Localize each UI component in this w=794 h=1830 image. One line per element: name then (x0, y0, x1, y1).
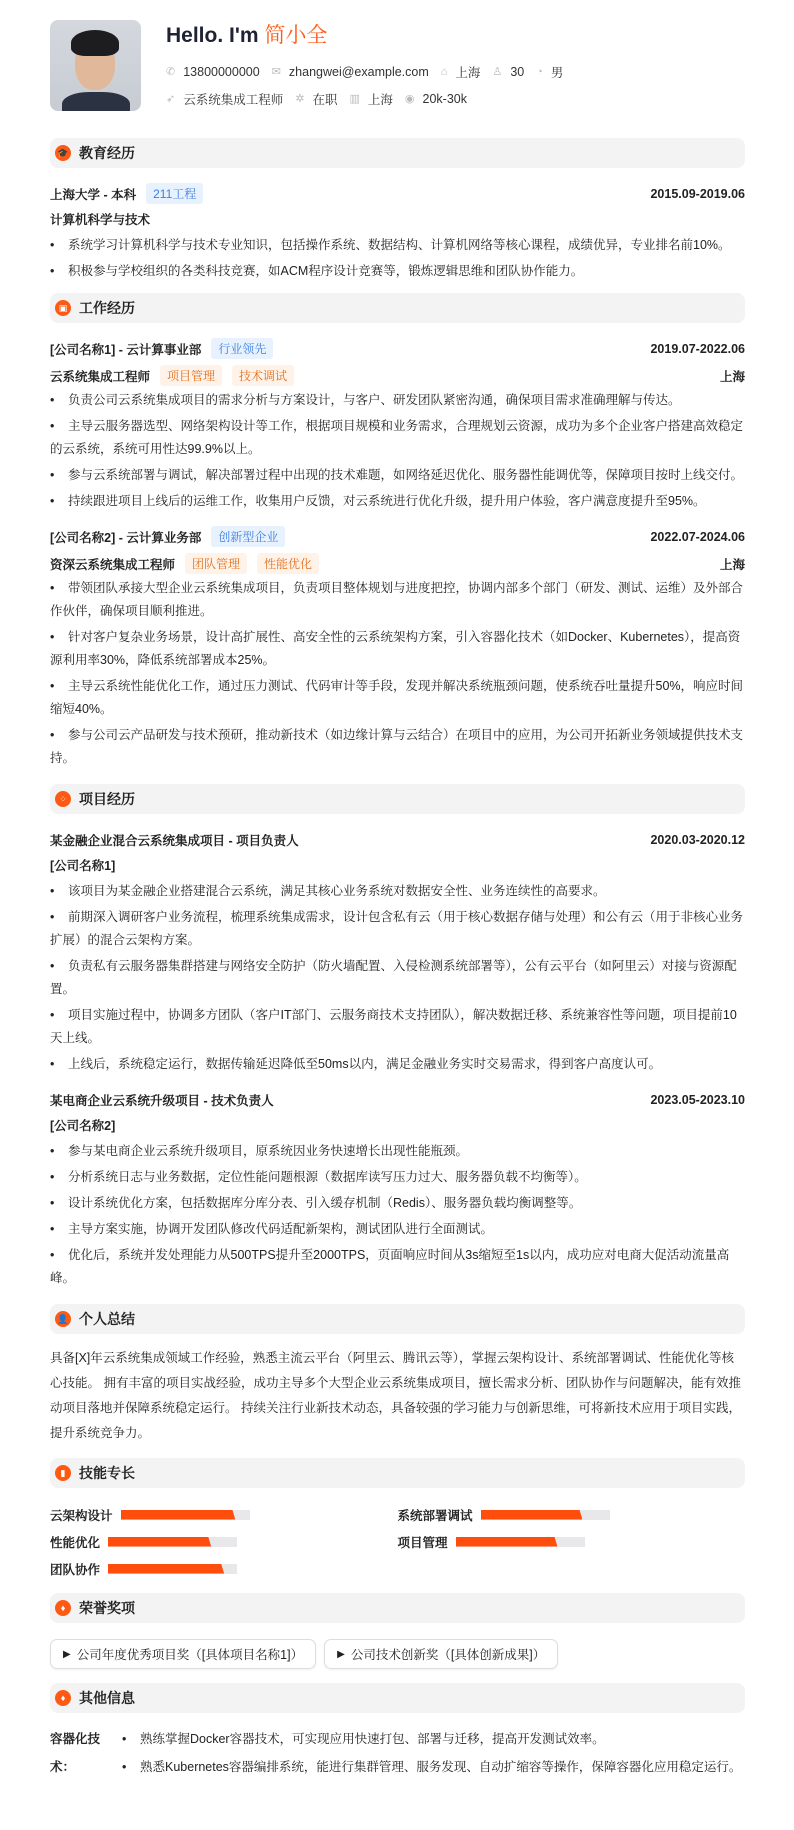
list-item: • 设计系统优化方案，包括数据库分库分表、引入缓存机制（Redis）、服务器负载均衡调整等。 (50, 1192, 745, 1215)
avatar (50, 20, 141, 111)
project-entry (50, 826, 745, 1076)
city: 上海 (719, 557, 745, 572)
skill-item (50, 1506, 398, 1523)
tag: 团队管理 (185, 553, 247, 574)
graduation-icon: 🎓 (55, 145, 71, 161)
email: zhangwei@example.com (288, 64, 429, 79)
send-icon: ➶ (166, 93, 176, 105)
list-item: • 带领团队承接大型企业云系统集成项目，负责项目整体规划与进度把控，协调内部多个部门（研发、测试、运维）及外部合作伙伴，确保项目顺利推进。 (50, 577, 745, 623)
greeting (166, 20, 575, 52)
section-education (50, 138, 745, 168)
skill-name: 云架构设计 (50, 1508, 113, 1523)
list-item: • 主导方案实施，协调开发团队修改代码适配新架构，测试团队进行全面测试。 (50, 1218, 745, 1241)
project-company: [公司名称2] (50, 1119, 116, 1133)
list-item: • 参与云系统部署与调试，解决部署过程中出现的技术难题，如网络延迟优化、服务器性能调优等，保障项目按时上线交付。 (50, 464, 745, 487)
role: 资深云系统集成工程师 (50, 557, 176, 572)
section-title: 教育经历 (79, 145, 135, 161)
project-entry (50, 1086, 745, 1290)
skill-fill (108, 1564, 224, 1574)
mail-icon: ✉ (271, 66, 281, 78)
list-item: • 系统学习计算机科学与技术专业知识，包括操作系统、数据结构、计算机网络等核心课程，成绩优异，专业排名前10%。 (50, 234, 745, 257)
project-company: [公司名称1] (50, 859, 116, 873)
work-entry (50, 523, 745, 770)
section-title: 技能专长 (79, 1465, 135, 1481)
skill-fill (121, 1510, 236, 1520)
user-icon: 👤 (55, 1311, 71, 1327)
work-entry (50, 335, 745, 513)
candidate-name: 简小全 (264, 24, 328, 47)
skills-grid (50, 1506, 745, 1577)
skill-fill (456, 1537, 558, 1547)
skill-item (50, 1533, 398, 1550)
date: 2023.05-2023.10 (650, 1092, 745, 1107)
list-item: • 针对客户复杂业务场景，设计高扩展性、高安全性的云系统架构方案，引入容器化技术（如Docker、Kubernetes），提高资源利用率30%，降低系统部署成本25%。 (50, 626, 745, 672)
section-title: 荣誉奖项 (79, 1600, 135, 1616)
list-item: • 项目实施过程中，协调多方团队（客户IT部门、云服务商技术支持团队），解决数据迁移、系统兼容性等问题，项目提前10天上线。 (50, 1004, 745, 1050)
skill-item (50, 1560, 398, 1577)
date: 2022.07-2024.06 (650, 529, 745, 544)
tag: 技术调试 (232, 365, 294, 386)
tag: 211工程 (146, 183, 203, 204)
award-label: 公司年度优秀项目奖（[具体项目名称1]） (76, 1648, 304, 1662)
list-item: • 主导云系统性能优化工作，通过压力测试、代码审计等手段，发现并解决系统瓶颈问题，使系统吞吐量提升50%，响应时间缩短40%。 (50, 675, 745, 721)
tag: 行业领先 (211, 338, 273, 359)
list-item: • 主导云服务器选型、网络架构设计等工作，根据项目规模和业务需求，合理规划云资源，成功为多个企业客户搭建高效稳定的云系统，系统可用性达99.9%以上。 (50, 415, 745, 461)
section-projects (50, 784, 745, 814)
section-title: 个人总结 (79, 1311, 135, 1327)
date: 2020.03-2020.12 (650, 832, 745, 847)
skill-bar (121, 1510, 250, 1520)
briefcase-icon: ▣ (55, 300, 71, 316)
skill-name: 团队协作 (50, 1562, 101, 1577)
awards-list (50, 1639, 745, 1669)
resume-header (50, 20, 745, 132)
city: 上海 (719, 369, 745, 384)
list-item: • 熟悉Kubernetes容器编排系统，能进行集群管理、服务发现、自动扩缩容等操作，保障容器化应用稳定运行。 (122, 1753, 741, 1781)
project-name: 某金融企业混合云系统集成项目 - 项目负责人 (50, 833, 299, 848)
section-title: 项目经历 (79, 791, 135, 807)
award-icon: ♦ (55, 1600, 71, 1616)
list-item: • 参与公司云产品研发与技术预研，推动新技术（如边缘计算与云结合）在项目中的应用，为公司开拓新业务领域提供技术支持。 (50, 724, 745, 770)
home-icon: ⌂ (440, 65, 448, 78)
project-name: 某电商企业云系统升级项目 - 技术负责人 (50, 1093, 274, 1108)
list-item: • 负责私有云服务器集群搭建与网络安全防护（防火墙配置、入侵检测系统部署等），公有云平台（如阿里云）对接与资源配置。 (50, 955, 745, 1001)
summary-text: 具备[X]年云系统集成领域工作经验，熟悉主流云平台（阿里云、腾讯云等），掌握云架构设计、系统部署调试、性能优化等核心技能。 拥有丰富的项目实战经验，成功主导多个大型企业云系统集成项目，擅长需求分析、团队协作与问题解决，能有效推动项目落地并保障系统稳定运行。 持续关注行业新技术动态，具备较强的学习能力与创新思维，可将新技术应用于项目实践，提升系统竞争力。 (50, 1351, 741, 1440)
gender-icon: ◔ (536, 65, 543, 78)
award-item[interactable] (324, 1639, 558, 1669)
phone-icon: ✆ (166, 66, 176, 78)
section-skills (50, 1458, 745, 1488)
skill-item (398, 1533, 746, 1550)
contact-row (166, 58, 575, 85)
skill-bar (456, 1537, 585, 1547)
role: 云系统集成工程师 (50, 369, 151, 384)
chart-icon: ▮ (55, 1465, 71, 1481)
tag: 创新型企业 (211, 526, 285, 547)
age-icon: ♙ (492, 66, 503, 78)
age: 30 (510, 64, 525, 79)
skill-bar (481, 1510, 610, 1520)
tag: 性能优化 (257, 553, 319, 574)
list-item: • 积极参与学校组织的各类科技竞赛，如ACM程序设计竞赛等，锻炼逻辑思维和团队协作能力。 (50, 260, 745, 283)
list-item: • 参与某电商企业云系统升级项目，原系统因业务快速增长出现性能瓶颈。 (50, 1140, 745, 1163)
skill-bar (108, 1537, 237, 1547)
greeting-text: Hello. I'm (166, 24, 259, 47)
info-icon: ♦ (55, 1690, 71, 1706)
list-item: • 前期深入调研客户业务流程，梳理系统集成需求，设计包含私有云（用于核心数据存储与处理）和公有云（用于非核心业务扩展）的混合云架构方案。 (50, 906, 745, 952)
skill-bar (108, 1564, 237, 1574)
salary: 20k-30k (422, 91, 467, 106)
list-item: • 熟练掌握Docker容器技术，可实现应用快速打包、部署与迁移，提高开发测试效率。 (122, 1725, 741, 1753)
status-icon: ✲ (295, 93, 305, 105)
section-summary (50, 1304, 745, 1334)
education-entry (50, 180, 745, 283)
other-info (50, 1725, 745, 1781)
gender: 男 (550, 65, 564, 80)
building-icon: ▥ (349, 93, 360, 105)
date: 2015.09-2019.06 (650, 186, 745, 201)
other-label: 容器化技术： (50, 1732, 101, 1774)
tag: 项目管理 (160, 365, 222, 386)
skill-name: 性能优化 (50, 1535, 101, 1550)
salary-icon: ◉ (404, 93, 415, 105)
list-item: • 负责公司云系统集成项目的需求分析与方案设计，与客户、研发团队紧密沟通，确保项目需求准确理解与传达。 (50, 389, 745, 412)
section-title: 工作经历 (79, 300, 135, 316)
skill-name: 系统部署调试 (397, 1508, 473, 1523)
section-awards (50, 1593, 745, 1623)
list-item: • 分析系统日志与业务数据，定位性能问题根源（数据库读写压力过大、服务器负载不均衡等）。 (50, 1166, 745, 1189)
award-label: 公司技术创新奖（[具体创新成果]） (350, 1648, 546, 1662)
date: 2019.07-2022.06 (650, 341, 745, 356)
caret-right-icon: ▶ (337, 1648, 345, 1660)
list-item: • 持续跟进项目上线后的运维工作，收集用户反馈，对云系统进行优化升级，提升用户体验，客户满意度提升至95%。 (50, 490, 745, 513)
caret-right-icon: ▶ (63, 1648, 71, 1660)
location: 上海 (455, 65, 481, 80)
skill-name: 项目管理 (397, 1535, 448, 1550)
list-item: • 该项目为某金融企业搭建混合云系统，满足其核心业务系统对数据安全性、业务连续性的高要求。 (50, 880, 745, 903)
skill-fill (481, 1510, 583, 1520)
skill-item (398, 1506, 746, 1523)
phone: 13800000000 (183, 64, 260, 79)
section-work (50, 293, 745, 323)
list-item: • 优化后，系统并发处理能力从500TPS提升至2000TPS，页面响应时间从3s缩短至1s以内，成功应对电商大促活动流量高峰。 (50, 1244, 745, 1290)
list-item: • 上线后，系统稳定运行，数据传输延迟降低至50ms以内，满足金融业务实时交易需求，得到客户高度认可。 (50, 1053, 745, 1076)
job-title: 云系统集成工程师 (183, 92, 284, 107)
company: [公司名称2] - 云计算业务部 (50, 530, 202, 545)
grid-icon: ⁘ (55, 791, 71, 807)
award-item[interactable] (50, 1639, 316, 1669)
company: [公司名称1] - 云计算事业部 (50, 342, 202, 357)
major: 计算机科学与技术 (50, 213, 151, 227)
job-status: 在职 (312, 92, 338, 107)
school: 上海大学 - 本科 (50, 187, 137, 202)
section-title: 其他信息 (79, 1690, 135, 1706)
job-city: 上海 (367, 92, 393, 107)
section-other (50, 1683, 745, 1713)
job-row (166, 85, 575, 112)
skill-fill (108, 1537, 211, 1547)
